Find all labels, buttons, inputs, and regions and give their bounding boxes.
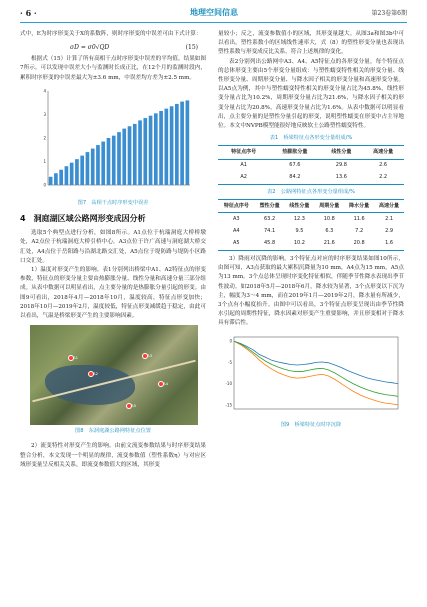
table-header-row: [218, 200, 404, 213]
table-cell: 6.3: [325, 228, 334, 235]
tick-label: 2: [43, 135, 46, 141]
bar: [65, 166, 69, 185]
table-header: 高速分量: [373, 148, 394, 155]
table-header: 周期分量: [319, 202, 340, 209]
table-cell: A1: [240, 162, 247, 169]
bar: [133, 124, 137, 185]
paragraph: 量较小；反之，流变参数值小的区域，其形变量越大。从图3a和图3b中可以看出，塑性系数小的区域线性速率大，式（8）的塑性形变分量也表现出塑性系数与形变成反比关系，符合上述规律的变化。: [218, 31, 404, 56]
bar: [91, 148, 95, 184]
table-cell: 9.5: [295, 228, 304, 235]
bar: [80, 155, 84, 184]
paragraph: 2）流变特性对形变产生的影响。由前文流变参数结果与时序形变结果整合分析，本文发现一个明显的规律，流变参数值（塑性系数η）与对应区域形变量呈反相关关系，即流变参数值大的区域，其形变: [20, 443, 206, 468]
table-cell: 21.6: [323, 240, 335, 247]
tick-label: 1: [43, 158, 46, 164]
bar: [96, 145, 100, 185]
table-cell: 2.1: [385, 215, 394, 222]
paragraph: 1）温度对形变产生的影响。表1分别列出桥梁中A1、A2特征点的形变参数，特征点的形变分量主要由热膨胀分量、线性分量和高速分量三部分组成。从表中数据可以明显看出，点主要分量的是热膨胀分量引起的形变。由图9可看出，2018年4月—2018年10月，温度较高，特征点形变加快；2018年10月—2019年2月，温度较低，特征点形变减缓趋于稳定，由此可以看出，气温是桥梁形变产生的主要影响因素。: [20, 267, 206, 320]
bar: [149, 115, 153, 184]
paragraph: 选取5个典型点进行分析，如图8所示。A1点位于杭瑞洞庭大桥桥墩处，A2点位于杭瑞洞庭大桥引桥中心，A3点位于许广高速与洞庭湖大桥交汇处，A4点位于岳阳路与沿湖北路交汇处，A5点位于堤防路与堤防小区路口交汇处。: [20, 230, 206, 264]
table-cell: 20.8: [353, 240, 365, 247]
paragraph: 根据式（15）计算了所有高相干点时序形变中误差的平均值，结果如图7所示。可以发现中误差大小与监测时长成正比，在12个月的监测时段内，累积时序形变的中误差最大为±3.6 mm，中误差均方差为±2.5 mm。: [20, 56, 206, 81]
table-cell: A4: [233, 228, 240, 235]
bar: [175, 104, 179, 185]
bar: [54, 173, 58, 185]
map-image: [30, 325, 198, 425]
journal-title: 地理空间信息: [190, 7, 238, 17]
paragraph: 表2分别列出公路网中A3、A4、A5特征点的各形变分量。每个特征点的总体形变主要由5个形变分量组成：与塑性蠕变特性相关的形变分量、线性形变分量、周期形变分量、与降水因子相关的形变分量和高速形变分量。以A5点为例，其中与塑性蠕变特性相关的形变分量占比为45.8%，线性形变分量占比为10.2%，周期形变分量占比为21.6%，与降水因子相关的形变分量占比为20.8%，高速形变分量占比为1.6%。从表中数据可以明显看出，点主要分量的是塑性分量引起的形变，说明塑性蠕变在形变中占主导地位。本文中NVPB模型能很好地反映软土公路塑性蠕变特性。: [218, 58, 404, 130]
bar: [186, 100, 190, 185]
formula-expression: σD = σ0√QD: [70, 43, 110, 51]
figure-7: [20, 87, 206, 197]
table-header: 线性分量: [331, 148, 352, 155]
figure-caption: 图9 桥梁特征点时序沉降: [280, 421, 342, 428]
bar: [164, 108, 168, 184]
bar: [112, 135, 116, 184]
plot-frame: [234, 337, 398, 409]
series-line: [234, 341, 398, 405]
table-caption: 表2 公路网特征点各形变分量组成/%: [267, 189, 355, 196]
table-cell: 45.8: [264, 240, 276, 247]
issue-label: 第23卷第6期: [371, 10, 407, 17]
bar: [180, 101, 184, 184]
table-header: 降水分量: [349, 202, 370, 209]
bar: [107, 138, 111, 185]
tick-label: 0: [229, 338, 232, 344]
bar: [117, 132, 121, 185]
bar: [101, 141, 105, 184]
table-2: [218, 199, 404, 251]
map-label: A5: [131, 403, 137, 409]
bar-chart: [34, 87, 194, 195]
table-cell: 11.6: [353, 215, 365, 222]
table-header-row: [218, 146, 404, 159]
bar: [59, 170, 63, 185]
map-label: A3: [147, 353, 153, 359]
table-cell: A2: [240, 174, 247, 181]
map-label: A1: [73, 355, 79, 361]
table-cell: 74.1: [264, 228, 276, 235]
table-caption: 表1 桥梁特征点各形变分量组成/%: [269, 135, 353, 142]
line-chart: [220, 333, 402, 417]
map-label: A4: [163, 381, 169, 387]
formula-number: (15): [185, 43, 198, 51]
table-cell: 1.6: [385, 240, 394, 247]
tick-label: -10: [225, 380, 232, 386]
table-cell: 84.2: [289, 174, 301, 181]
page-header: [0, 0, 427, 26]
section-title: 4 洞庭湖区域公路网形变成因分析: [20, 214, 146, 224]
bar: [143, 118, 147, 185]
table-row: [218, 159, 404, 172]
tick-label: 0: [43, 182, 46, 188]
table-cell: A5: [233, 240, 240, 247]
bar: [86, 152, 90, 185]
table-cell: 2.6: [379, 162, 388, 169]
paragraph: 3）降雨对沉降的影响。3个特征点对应的时序形变结果如图10所示，由图可知，A3点获取的最大累积沉降量为10 mm，A4点为15 mm，A5点为13 mm。3个点总体呈现时序变化特征相似，伴随季节性降水表现出季节性波动。如2018年5月—2018年6月，降水较为显著，3个点形变以下沉为主，幅度为3～4 mm，而在2019年1月—2019年2月，降水量有所减少，3个点有小幅度抬升。由图中可以看出，3个特征点形变呈现出由季节性降水引起的周期性特征，降水因素对形变产生重要影响，并且形变相对于降水具有滞后性。: [218, 256, 404, 327]
left-column: [20, 30, 206, 470]
bar: [49, 177, 53, 185]
header-rule: [20, 22, 407, 23]
table-cell: 13.6: [335, 174, 347, 181]
bar: [70, 162, 74, 184]
bar: [128, 126, 132, 185]
series-line: [234, 341, 398, 383]
tick-label: 4: [43, 88, 46, 94]
formula: [20, 39, 206, 55]
bar: [159, 111, 163, 185]
table-row: [218, 238, 404, 251]
table-header: 塑性分量: [259, 202, 280, 209]
figure-9: [218, 333, 404, 419]
table-cell: 2.2: [379, 174, 388, 181]
map-label: A2: [93, 371, 99, 377]
table-cell: 12.3: [293, 215, 305, 222]
table-cell: 67.6: [289, 162, 301, 169]
table-header: 特征点序号: [223, 202, 249, 209]
table-header: 线性分量: [289, 202, 310, 209]
table-header: 特征点序号: [231, 148, 257, 155]
table-cell: A3: [233, 215, 240, 222]
bar: [75, 159, 79, 185]
table-header: 热膨胀分量: [282, 148, 308, 155]
bar: [138, 120, 142, 185]
table-cell: 2.9: [385, 228, 394, 235]
table-cell: 63.2: [264, 215, 276, 222]
table-row: [218, 213, 404, 226]
table-cell: 7.2: [355, 228, 364, 235]
figure-caption: 图8 东洞庭湖公路网特征点位置: [75, 428, 151, 435]
tick-label: -15: [225, 401, 232, 407]
series-line: [234, 341, 398, 396]
table-row: [218, 226, 404, 238]
bar: [154, 113, 158, 185]
table-1: [218, 145, 404, 185]
bar: [122, 128, 126, 184]
bar: [170, 106, 174, 185]
table-cell: 10.8: [323, 215, 335, 222]
tick-label: -5: [228, 359, 232, 365]
table-cell: 10.2: [293, 240, 305, 247]
table-row: [218, 172, 404, 185]
right-column: [218, 30, 404, 436]
paragraph: 式中，E为时序形变关于X的系数阵，则时序形变的中误差可由下式计算：: [20, 31, 202, 37]
tick-label: 3: [43, 111, 46, 117]
page-number: · 6 ·: [20, 8, 37, 18]
figure-caption: 图7 高相干点时序形变中误差: [77, 199, 149, 206]
table-header: 高速分量: [379, 202, 400, 209]
table-cell: 29.8: [335, 162, 347, 169]
